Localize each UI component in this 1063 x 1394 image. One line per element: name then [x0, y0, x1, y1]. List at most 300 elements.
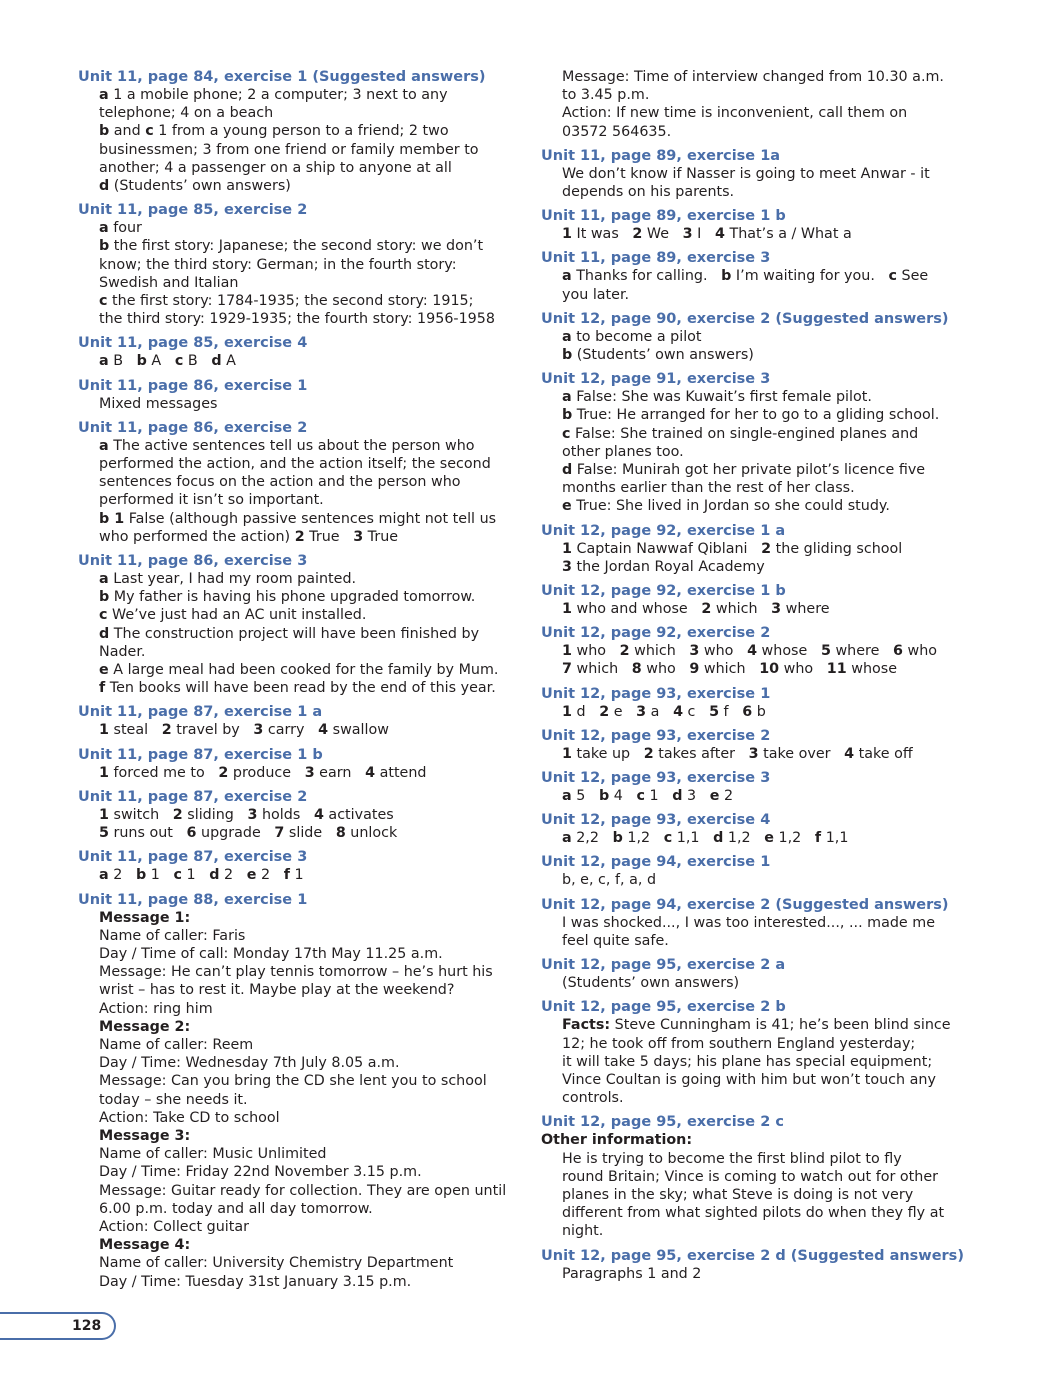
exercise-answers	[78, 219, 518, 328]
exercise-answers	[541, 1016, 966, 1107]
exercise-answers	[541, 388, 966, 515]
answer-text: Message: He can’t play tennis tomorrow – he’s hurt his	[99, 964, 493, 981]
answer-label: 6	[186, 825, 197, 842]
answer-label: 2	[599, 703, 610, 720]
answer-text: slide	[284, 825, 336, 842]
answer-label: 2	[619, 643, 630, 660]
exercise-heading: Unit 11, page 87, exercise 3	[78, 849, 308, 866]
answer-label: 2	[161, 722, 172, 739]
answer-text: Name of caller: Faris	[99, 927, 246, 944]
answer-line	[562, 443, 966, 461]
answer-label: 6	[742, 703, 753, 720]
exercise-heading: Unit 12, page 95, exercise 2 c	[541, 1114, 784, 1131]
answer-text: months earlier than the rest of her class.	[562, 480, 855, 497]
answer-text: to 3.45 p.m.	[562, 87, 650, 104]
answer-line	[562, 328, 966, 346]
answer-label: a	[99, 867, 109, 884]
answer-line	[99, 1163, 518, 1181]
answer-label: 2	[172, 806, 183, 823]
answer-text: Nader.	[99, 643, 146, 660]
answer-line	[562, 1204, 966, 1222]
answer-line	[562, 165, 966, 183]
answer-label: 3	[771, 601, 782, 618]
answer-text: swallow	[328, 722, 389, 739]
answer-text: take off	[854, 745, 913, 762]
exercise-answers	[78, 721, 518, 739]
answer-text: night.	[562, 1223, 604, 1240]
exercise-section	[78, 703, 518, 739]
answer-label: 4	[673, 703, 684, 720]
exercise-answers	[541, 1265, 966, 1283]
answer-label: a	[562, 328, 572, 345]
answer-label: 2	[643, 745, 654, 762]
answer-text: which	[629, 643, 690, 660]
answer-text: Action: Collect guitar	[99, 1218, 249, 1235]
answer-text: whose	[846, 661, 897, 678]
exercise-heading: Unit 11, page 86, exercise 1	[78, 377, 308, 394]
answer-text: switch	[108, 806, 173, 823]
answer-label: 1	[562, 745, 572, 762]
answer-line	[99, 764, 518, 782]
answer-text: runs out	[108, 825, 187, 842]
answer-text: whose	[757, 643, 821, 660]
answer-text: who and whose	[571, 601, 702, 618]
answer-text: Name of caller: University Chemistry Department	[99, 1255, 454, 1272]
answer-text: False: She was Kuwait’s first female pilot.	[571, 389, 872, 406]
answer-label: d	[562, 462, 573, 479]
answer-line	[99, 219, 518, 237]
answer-label: d	[672, 788, 683, 805]
answer-line	[99, 1182, 518, 1200]
answer-line	[562, 871, 966, 889]
answer-text: the third story: 1929-1935; the fourth story: 1956-1958	[99, 311, 495, 328]
answer-line	[99, 86, 518, 104]
exercise-answers	[78, 352, 518, 370]
answer-text: Day / Time: Wednesday 7th July 8.05 a.m.	[99, 1055, 400, 1072]
answer-text: Steve Cunningham is 41; he’s been blind since	[610, 1017, 951, 1034]
answer-text: We’ve just had an AC unit installed.	[107, 607, 367, 624]
answer-text: who	[699, 643, 748, 660]
answer-line	[99, 1072, 518, 1090]
answer-text: d	[571, 703, 600, 720]
exercise-heading: Unit 11, page 89, exercise 1a	[541, 147, 781, 164]
answer-line	[99, 1000, 518, 1018]
answer-text: Action: If new time is inconvenient, call them on	[562, 105, 908, 122]
answer-label: 2	[218, 764, 229, 781]
answer-line	[99, 1218, 518, 1236]
answer-line	[562, 183, 966, 201]
exercise-answers	[78, 395, 518, 413]
answer-text: telephone; 4 on a beach	[99, 105, 274, 122]
answer-text: travel by	[171, 722, 254, 739]
answer-text: it will take 5 days; his plane has special equipment;	[562, 1053, 933, 1070]
answer-text: four	[108, 220, 142, 237]
answer-text: We	[642, 226, 683, 243]
answer-line	[99, 237, 518, 255]
exercise-heading: Unit 12, page 92, exercise 2	[541, 625, 771, 642]
answer-text: Captain Nawwaf Qiblani	[571, 540, 762, 557]
answer-label: 3	[304, 764, 315, 781]
exercise-answers	[78, 437, 518, 546]
answer-line	[99, 528, 518, 546]
answer-text: the Jordan Royal Academy	[571, 558, 765, 575]
answer-text: False: She trained on single-engined planes and	[570, 425, 919, 442]
answer-label: c	[99, 607, 108, 624]
answer-label: 6	[893, 643, 903, 660]
answer-line	[99, 927, 518, 945]
answer-label: b	[136, 353, 147, 370]
answer-text: (Students’ own answers)	[562, 975, 740, 992]
answer-line	[99, 909, 518, 927]
answer-text: 1,2	[622, 830, 664, 847]
answer-text: produce	[228, 764, 305, 781]
answer-line	[562, 787, 966, 805]
answer-line	[541, 1131, 966, 1149]
answer-label: 3	[689, 643, 700, 660]
answer-line	[562, 642, 966, 660]
answer-text: f	[719, 703, 743, 720]
answer-label: 5	[709, 703, 720, 720]
answer-text: Thanks for calling.	[571, 268, 722, 285]
answer-text: today – she needs it.	[99, 1091, 248, 1108]
exercise-section	[541, 998, 966, 1107]
answer-line	[99, 352, 518, 370]
exercise-section	[541, 1247, 966, 1283]
answer-line	[99, 824, 518, 842]
exercise-section	[78, 201, 518, 328]
answer-label: f	[814, 830, 822, 847]
answer-line	[562, 406, 966, 424]
answer-label: e	[709, 788, 720, 805]
answer-line	[562, 1016, 966, 1034]
answer-label: 10	[759, 661, 780, 678]
answer-line	[99, 806, 518, 824]
exercise-section	[541, 207, 966, 243]
answer-line	[99, 1091, 518, 1109]
answer-label: 3	[562, 558, 572, 575]
answer-label: c	[562, 425, 571, 442]
answer-line	[562, 1035, 966, 1053]
answer-line	[562, 1265, 966, 1283]
exercise-section	[541, 727, 966, 763]
answer-text: b	[752, 703, 766, 720]
page-number: 128	[72, 1318, 102, 1334]
answer-label: 4	[715, 226, 725, 243]
exercise-answers	[541, 871, 966, 889]
answer-label: b	[99, 589, 110, 606]
answer-text: businessmen; 3 from one friend or family member to	[99, 141, 479, 158]
answer-line	[99, 963, 518, 981]
answer-label: d	[713, 830, 724, 847]
answer-label: 3	[353, 528, 364, 545]
answer-text: Action: ring him	[99, 1000, 213, 1017]
answer-line	[562, 425, 966, 443]
answer-label: e	[764, 830, 774, 847]
answer-text: B	[108, 353, 137, 370]
right-column	[541, 68, 966, 1289]
answer-text: attend	[375, 764, 427, 781]
answer-text: I was shocked..., I was too interested..., ... made me	[562, 914, 935, 931]
answer-line	[99, 1236, 518, 1254]
answer-text: A large meal had been cooked for the family by Mum.	[108, 662, 499, 679]
answer-text: sentences focus on the action and the person who	[99, 474, 461, 491]
answer-label: 1	[562, 703, 572, 720]
exercise-answers	[78, 764, 518, 782]
answer-line	[99, 437, 518, 455]
answer-line	[99, 1018, 518, 1036]
answer-text: 1,2	[723, 830, 765, 847]
exercise-answers	[78, 909, 518, 1291]
answer-line	[99, 1109, 518, 1127]
answer-text: Name of caller: Reem	[99, 1036, 254, 1053]
answer-label: c	[663, 830, 673, 847]
answer-line	[562, 225, 966, 243]
answer-text: Action: Take CD to school	[99, 1109, 280, 1126]
answer-line	[562, 286, 966, 304]
answer-text: It was	[571, 226, 633, 243]
answer-label: Message 1:	[99, 909, 191, 926]
answer-text: the first story: 1784-1935; the second story: 1915;	[107, 293, 474, 310]
answer-label: b	[135, 867, 147, 884]
answer-text: Vince Coultan is going with him but won’t touch any	[562, 1071, 936, 1088]
answer-line	[99, 274, 518, 292]
exercise-section	[541, 522, 966, 576]
answer-text: 2	[219, 867, 247, 884]
answer-line	[99, 510, 518, 528]
exercise-heading: Unit 12, page 95, exercise 2 a	[541, 957, 786, 974]
answer-text: a	[646, 703, 674, 720]
answer-text: 2,2	[571, 830, 613, 847]
answer-text: Day / Time: Friday 22nd November 3.15 p.m.	[99, 1164, 422, 1181]
answer-text: Message: Time of interview changed from 10.30 a.m.	[562, 69, 944, 85]
exercise-section	[541, 1113, 966, 1240]
answer-line	[99, 661, 518, 679]
answer-line	[99, 395, 518, 413]
answer-text: The active sentences tell us about the person who	[108, 437, 475, 454]
answer-line	[99, 473, 518, 491]
answer-label: b	[562, 347, 573, 364]
exercise-section	[78, 788, 518, 842]
answer-label: f	[99, 680, 106, 697]
answer-line	[99, 625, 518, 643]
answer-line	[562, 703, 966, 721]
answer-line	[562, 68, 966, 86]
answer-label: 11	[826, 661, 847, 678]
answer-label: c	[636, 788, 645, 805]
answer-label: a	[99, 87, 109, 103]
answer-text: round Britain; Vince is coming to watch out for other	[562, 1168, 938, 1185]
answer-line	[562, 558, 966, 576]
answer-label: 2	[632, 226, 643, 243]
left-column	[78, 68, 518, 1297]
exercise-answers	[541, 974, 966, 992]
exercise-section	[541, 582, 966, 618]
answer-text: 1	[146, 867, 174, 884]
exercise-section	[541, 249, 966, 303]
answer-text: performed it isn’t so important.	[99, 492, 324, 509]
exercise-heading: Unit 12, page 92, exercise 1 a	[541, 522, 786, 539]
answer-label: 3	[253, 722, 264, 739]
answer-text: which	[711, 601, 772, 618]
answer-text: e	[609, 703, 637, 720]
exercise-section	[78, 377, 518, 413]
answer-text: 2	[719, 788, 734, 805]
answer-line	[99, 945, 518, 963]
answer-text: holds	[257, 806, 314, 823]
exercise-heading: Unit 11, page 87, exercise 1 a	[78, 704, 323, 721]
answer-line	[99, 1127, 518, 1145]
answer-label: c	[145, 123, 154, 140]
answer-line	[562, 461, 966, 479]
exercise-section	[541, 769, 966, 805]
exercise-heading: Unit 11, page 84, exercise 1 (Suggested answers)	[78, 69, 486, 85]
answer-label: a	[99, 353, 109, 370]
answer-line	[99, 866, 518, 884]
answer-text: I	[692, 226, 715, 243]
answer-text: who	[571, 643, 620, 660]
answer-line	[562, 745, 966, 763]
answer-label: d	[99, 625, 110, 642]
answer-text: 12; he took off from southern England yesterday;	[562, 1035, 916, 1052]
answer-text: Message: Guitar ready for collection. They are open until	[99, 1182, 507, 1199]
answer-text: and	[109, 123, 146, 140]
answer-line	[99, 643, 518, 661]
answer-label: 8	[335, 825, 346, 842]
answer-text: depends on his parents.	[562, 184, 735, 201]
exercise-heading: Unit 12, page 93, exercise 3	[541, 770, 771, 787]
answer-line	[99, 981, 518, 999]
answer-label: e	[562, 498, 572, 515]
answer-line	[562, 974, 966, 992]
answer-label: b	[562, 407, 573, 424]
answer-text: upgrade	[196, 825, 275, 842]
answer-line	[99, 491, 518, 509]
exercise-answers	[541, 68, 966, 141]
exercise-heading: Unit 12, page 93, exercise 2	[541, 727, 771, 744]
answer-line	[562, 1186, 966, 1204]
answer-label: b	[99, 238, 110, 255]
answer-text: He is trying to become the first blind pilot to fly	[562, 1150, 902, 1167]
answer-text: takes after	[653, 745, 749, 762]
answer-line	[562, 829, 966, 847]
exercise-answers	[78, 806, 518, 842]
answer-line	[99, 570, 518, 588]
exercise-section	[541, 896, 966, 950]
answer-label: 4	[313, 806, 324, 823]
answer-line	[562, 540, 966, 558]
answer-text: 1 from a young person to a friend; 2 two	[153, 123, 449, 140]
answer-text: (Students’ own answers)	[572, 347, 754, 364]
answer-line	[562, 388, 966, 406]
exercise-answers	[541, 600, 966, 618]
exercise-heading: Unit 11, page 85, exercise 4	[78, 335, 308, 352]
answer-text: 1	[289, 867, 304, 884]
answer-label: 1	[99, 806, 109, 823]
exercise-subheading	[541, 1131, 966, 1149]
answer-text: where	[781, 601, 830, 618]
exercise-answers	[541, 225, 966, 243]
answer-line	[99, 679, 518, 697]
answer-text: Last year, I had my room painted.	[108, 571, 357, 588]
answer-text: 1	[181, 867, 210, 884]
exercise-heading: Unit 11, page 89, exercise 1 b	[541, 208, 786, 225]
answer-label: 1	[562, 643, 572, 660]
exercise-heading: Unit 12, page 94, exercise 2 (Suggested answers)	[541, 896, 949, 913]
exercise-answers	[541, 540, 966, 576]
exercise-heading: Unit 12, page 94, exercise 1	[541, 854, 771, 871]
exercise-heading: Unit 11, page 87, exercise 1 b	[78, 746, 323, 763]
answer-text: the first story: Japanese; the second story: we don’t	[109, 238, 484, 255]
answer-label: e	[246, 867, 257, 884]
exercise-section	[541, 624, 966, 678]
answer-label: 4	[747, 643, 758, 660]
answer-label: f	[283, 867, 290, 884]
answer-text: True	[363, 528, 399, 545]
exercise-heading: Unit 12, page 90, exercise 2 (Suggested answers)	[541, 310, 949, 327]
answer-text: The construction project will have been finished by	[109, 625, 480, 642]
exercise-section	[541, 68, 966, 141]
answer-label: 3	[247, 806, 258, 823]
exercise-answers	[541, 745, 966, 763]
exercise-heading: Unit 12, page 91, exercise 3	[541, 371, 771, 388]
answer-line	[99, 122, 518, 140]
answer-line	[562, 600, 966, 618]
answer-line	[562, 932, 966, 950]
answer-label: 4	[318, 722, 329, 739]
answer-text: A	[221, 353, 236, 370]
answer-text: other planes too.	[562, 443, 684, 460]
answer-line	[99, 606, 518, 624]
answer-text: I’m waiting for you.	[731, 268, 889, 285]
answer-label: c	[173, 867, 182, 884]
answer-text: take over	[758, 745, 845, 762]
answer-line	[99, 1273, 518, 1291]
answer-label: 5	[820, 643, 831, 660]
answer-line	[99, 588, 518, 606]
answer-label: 7	[274, 825, 285, 842]
answer-line	[562, 1071, 966, 1089]
exercise-heading: Unit 11, page 89, exercise 3	[541, 250, 771, 267]
answer-line	[562, 1089, 966, 1107]
answer-label: c	[99, 293, 108, 310]
answer-text: 2	[108, 867, 136, 884]
answer-label: c	[888, 268, 897, 285]
answer-text: Message: Can you bring the CD she lent you to school	[99, 1073, 487, 1090]
answer-line	[99, 1036, 518, 1054]
answer-text: unlock	[345, 825, 398, 842]
answer-label: 7	[562, 661, 572, 678]
exercise-heading: Unit 12, page 95, exercise 2 b	[541, 999, 786, 1016]
answer-label: a	[562, 389, 572, 406]
answer-label: 1	[99, 764, 109, 781]
answer-text: 1,1	[672, 830, 714, 847]
answer-text: you later.	[562, 286, 630, 303]
answer-text: 4	[609, 788, 637, 805]
exercise-heading: Unit 11, page 88, exercise 1	[78, 891, 308, 908]
answer-text: 1	[644, 788, 673, 805]
answer-label: 1	[562, 226, 572, 243]
answer-line	[99, 721, 518, 739]
answer-label: 1	[562, 540, 572, 557]
answer-text: take up	[571, 745, 644, 762]
answer-label: 3	[682, 226, 693, 243]
answer-label: e	[99, 662, 109, 679]
answer-text: See	[897, 268, 929, 285]
exercise-answers	[541, 642, 966, 678]
answer-text: False: Munirah got her private pilot’s licence five	[572, 462, 926, 479]
answer-text: 6.00 p.m. today and all day tomorrow.	[99, 1200, 373, 1217]
answer-text: another; 4 a passenger on a ship to anyone at all	[99, 159, 452, 176]
